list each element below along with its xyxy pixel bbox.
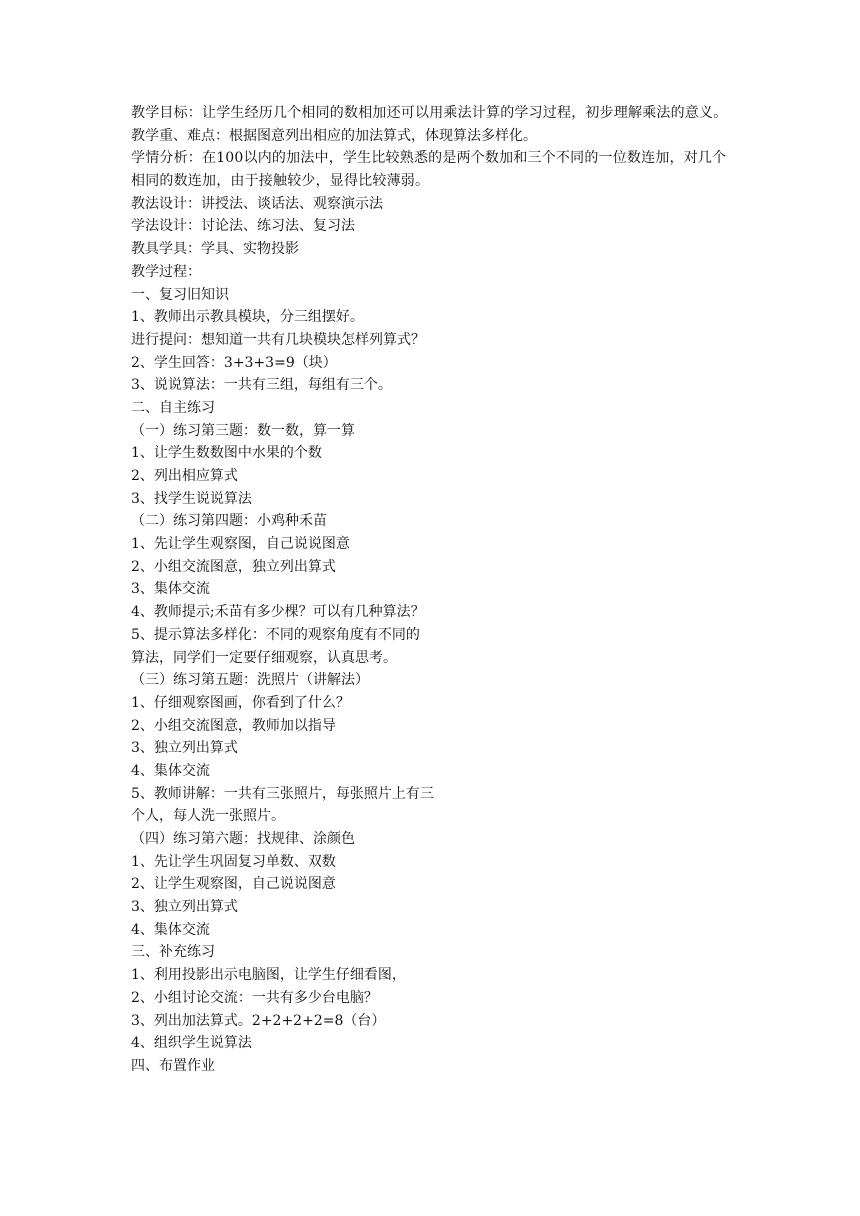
subsection-heading: （二）练习第四题：小鸡种禾苗 [131,513,327,530]
learner-analysis: 学情分析：在100以内的加法中，学生比较熟悉的是两个数加和三个不同的一位数连加，对几个相同的数连加，由于接触较少，显得比较薄弱。 [131,150,727,190]
key-difficult-points: 教学重、难点：根据图意列出相应的加法算式，体现算法多样化。 [131,127,537,144]
section-heading: 四、布置作业 [131,1057,215,1074]
list-item: 2、学生回答：3+3+3=9（块） [131,354,337,371]
subsection-heading: （四）练习第六题：找规律、涂颜色 [131,831,355,848]
list-item: 2、让学生观察图，自己说说图意 [131,876,336,893]
list-item: 4、集体交流 [131,921,210,938]
list-item: 3、独立列出算式 [131,899,238,916]
list-item: 3、找学生说说算法 [131,490,252,507]
teaching-process-heading: 教学过程： [131,263,201,280]
teaching-aids: 教具学具：学具、实物投影 [131,241,299,258]
list-item: 1、让学生数数图中水果的个数 [131,445,322,462]
list-item: 4、集体交流 [131,762,210,779]
list-item: 1、利用投影出示电脑图，让学生仔细看图， [131,967,406,984]
list-item: 2、列出相应算式 [131,468,238,485]
teaching-goal: 教学目标：让学生经历几个相同的数相加还可以用乘法计算的学习过程，初步理解乘法的意义。 [131,105,728,121]
list-item: 1、先让学生巩固复习单数、双数 [131,853,336,870]
list-item: 4、教师提示;禾苗有多少棵？可以有几种算法？ [131,604,425,621]
section-heading: 二、自主练习 [131,399,215,416]
section-heading: 一、复习旧知识 [131,286,229,303]
subsection-heading: （一）练习第三题：数一数，算一算 [131,422,355,439]
list-item: 4、组织学生说算法 [131,1035,252,1052]
section-heading: 三、补充练习 [131,944,215,961]
document-body [131,102,731,1078]
list-item: 3、说说算法：一共有三组，每组有三个。 [131,377,392,394]
list-item: 算法，同学们一定要仔细观察，认真思考。 [131,649,397,666]
list-item: 2、小组交流图意，独立列出算式 [131,558,336,575]
list-item: 2、小组交流图意，教师加以指导 [131,717,336,734]
list-item: 个人，每人洗一张照片。 [131,808,285,825]
list-item: 1、教师出示教具模块，分三组摆好。 [131,309,364,326]
list-item: 5、教师讲解：一共有三张照片，每张照片上有三 [131,785,434,802]
list-item: 3、列出加法算式。2+2+2+2=8（台） [131,1012,386,1029]
list-item: 1、仔细观察图画，你看到了什么？ [131,694,350,711]
list-item: 1、先让学生观察图，自己说说图意 [131,536,350,553]
list-item: 2、小组讨论交流：一共有多少台电脑？ [131,989,378,1006]
learning-method: 学法设计：讨论法、练习法、复习法 [131,218,355,235]
list-item: 3、独立列出算式 [131,740,238,757]
teaching-method: 教法设计：讲授法、谈话法、观察演示法 [131,195,383,212]
list-item: 3、集体交流 [131,581,210,598]
list-item: 进行提问：想知道一共有几块模块怎样列算式？ [131,331,425,348]
subsection-heading: （三）练习第五题：洗照片（讲解法） [131,672,369,689]
list-item: 5、提示算法多样化：不同的观察角度有不同的 [131,626,420,643]
